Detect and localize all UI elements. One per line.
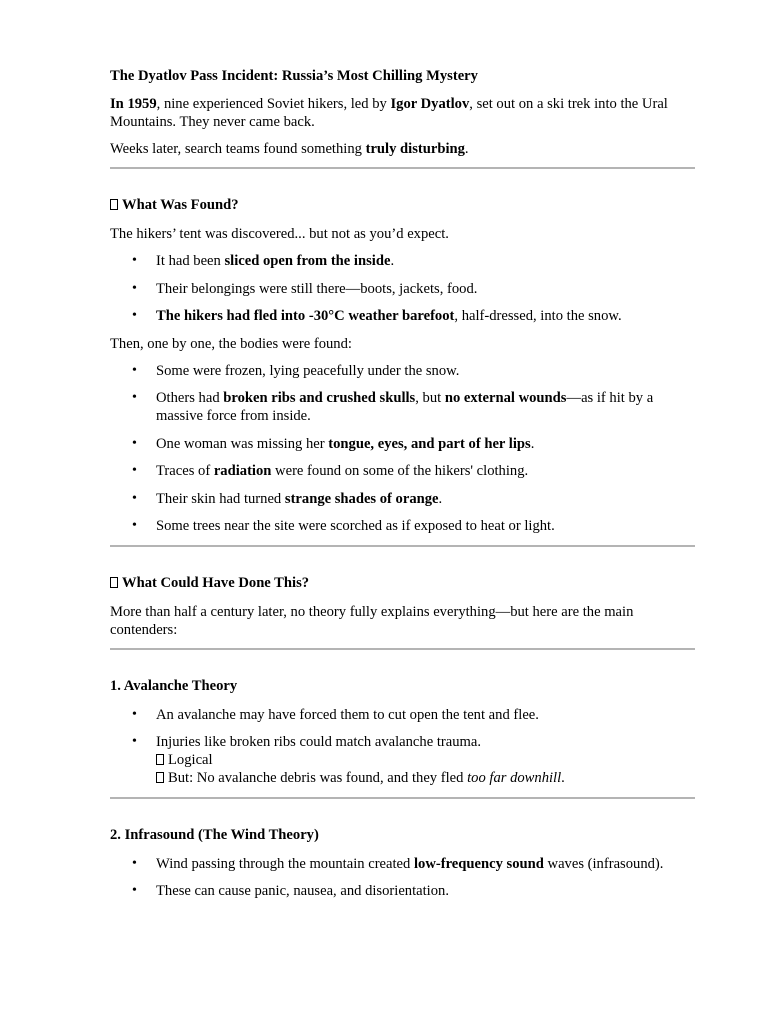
- list-item-bold: The hikers had fled into -30°C weather barefoot: [156, 308, 455, 324]
- bodies-list: [110, 362, 695, 536]
- missing-glyph-icon: [110, 199, 118, 210]
- list-item: [110, 706, 695, 724]
- list-item: [110, 490, 695, 508]
- but-text-end: .: [561, 770, 565, 786]
- list-item-text: —as if hit by a massive force from inside.: [156, 390, 654, 424]
- but-line: [156, 769, 695, 787]
- but-emphasis: too far downhill: [467, 770, 562, 786]
- document: [110, 67, 695, 910]
- list-item-text: , but: [415, 390, 445, 406]
- bodies-lead: Then, one by one, the bodies were found:: [110, 335, 352, 352]
- list-item-text: .: [390, 253, 395, 269]
- bullet-icon: •: [132, 253, 137, 268]
- intro-text-a: , nine experienced Soviet hikers, led by: [156, 96, 391, 112]
- avalanche-heading: 1. Avalanche Theory: [110, 677, 238, 694]
- found-list: [110, 252, 695, 325]
- divider: [110, 648, 695, 650]
- divider: [110, 167, 695, 169]
- list-item: [110, 517, 695, 535]
- avalanche-list: [110, 706, 695, 788]
- section-heading-theories-label: What Could Have Done This?: [122, 574, 310, 591]
- intro-paragraph-2: [110, 140, 695, 158]
- list-item: [110, 362, 695, 380]
- list-item-text: One woman was missing her: [156, 435, 329, 452]
- bullet-icon: •: [132, 463, 137, 478]
- list-item-bold: broken ribs and crushed skulls: [223, 390, 416, 406]
- intro-paragraph-1: [110, 95, 695, 131]
- list-item-text: .: [530, 435, 535, 452]
- intro-p2-text-a: Weeks later, search teams found something: [110, 141, 366, 157]
- section-heading-found: [110, 196, 695, 214]
- list-item-bold: sliced open from the inside: [224, 253, 391, 269]
- list-item-text: Injuries like broken ribs could match avalanche trauma.: [156, 734, 481, 750]
- bullet-icon: •: [132, 883, 137, 898]
- intro-leader-name: Igor Dyatlov: [390, 96, 470, 112]
- list-item-text: Their belongings were still there—boots, jackets, food.: [156, 280, 478, 297]
- list-item: [110, 252, 695, 270]
- theories-lead: More than half a century later, no theory fully explains everything—but here are the main contenders:: [110, 603, 634, 638]
- logical-line: [156, 751, 695, 769]
- logical-label: Logical: [168, 752, 213, 768]
- section-heading-theories: [110, 574, 695, 592]
- list-item-text: were found on some of the hikers' clothing.: [271, 463, 529, 479]
- check-glyph-icon: [156, 754, 164, 765]
- bullet-icon: •: [132, 308, 137, 323]
- list-item: [110, 855, 695, 873]
- found-lead: The hikers’ tent was discovered... but not as you’d expect.: [110, 226, 449, 242]
- bullet-icon: •: [132, 390, 137, 405]
- intro-year: In 1959: [110, 96, 157, 112]
- list-item-text: , half-dressed, into the snow.: [454, 308, 622, 324]
- list-item-bold: tongue, eyes, and part of her lips: [328, 435, 531, 452]
- list-item-text: An avalanche may have forced them to cut open the tent and flee.: [156, 706, 539, 723]
- infrasound-list: [110, 855, 695, 901]
- list-item: [110, 733, 695, 787]
- bullet-icon: •: [132, 435, 137, 451]
- list-item: [110, 462, 695, 480]
- list-item-bold: radiation: [213, 463, 272, 479]
- cross-glyph-icon: [156, 772, 164, 783]
- bullet-icon: •: [132, 362, 137, 378]
- bullet-icon: •: [132, 734, 137, 749]
- list-item: [110, 882, 695, 900]
- list-item-text: .: [438, 490, 443, 507]
- list-item-text: Their skin had turned: [156, 490, 285, 507]
- intro-p2-text-b: .: [464, 141, 469, 157]
- list-item: [110, 389, 695, 425]
- list-item-text: It had been: [156, 253, 225, 269]
- list-item-bold: low-frequency sound: [413, 855, 544, 872]
- divider: [110, 797, 695, 799]
- bullet-icon: •: [132, 855, 137, 871]
- but-text: But: No avalanche debris was found, and they fled: [168, 770, 468, 786]
- list-item-text: Traces of: [156, 463, 214, 479]
- list-item-bold: strange shades of orange: [284, 490, 439, 507]
- list-item: [110, 307, 695, 325]
- list-item-text: Some trees near the site were scorched as if exposed to heat or light.: [156, 518, 555, 534]
- document-title: The Dyatlov Pass Incident: Russia’s Most Chilling Mystery: [110, 68, 478, 84]
- list-item-text: These can cause panic, nausea, and disorientation.: [156, 883, 449, 899]
- bullet-icon: •: [132, 490, 137, 506]
- list-item: [110, 435, 695, 453]
- list-item-text: Wind passing through the mountain created: [156, 855, 414, 872]
- bullet-icon: •: [132, 706, 137, 722]
- infrasound-heading: 2. Infrasound (The Wind Theory): [110, 826, 319, 843]
- section-heading-found-label: What Was Found?: [122, 197, 239, 213]
- bullet-icon: •: [132, 518, 137, 533]
- divider: [110, 545, 695, 547]
- intro-p2-bold: truly disturbing: [365, 141, 465, 157]
- list-item-text: Others had: [156, 390, 224, 406]
- list-item-text: waves (infrasound).: [543, 855, 664, 872]
- list-item-text: Some were frozen, lying peacefully under the snow.: [156, 362, 460, 379]
- bullet-icon: •: [132, 280, 137, 296]
- intro-text-b: , set out on a ski trek into the Ural Mountains. They never came back.: [110, 96, 668, 130]
- missing-glyph-icon: [110, 577, 118, 588]
- list-item: [110, 280, 695, 298]
- list-item-bold: no external wounds: [444, 390, 567, 406]
